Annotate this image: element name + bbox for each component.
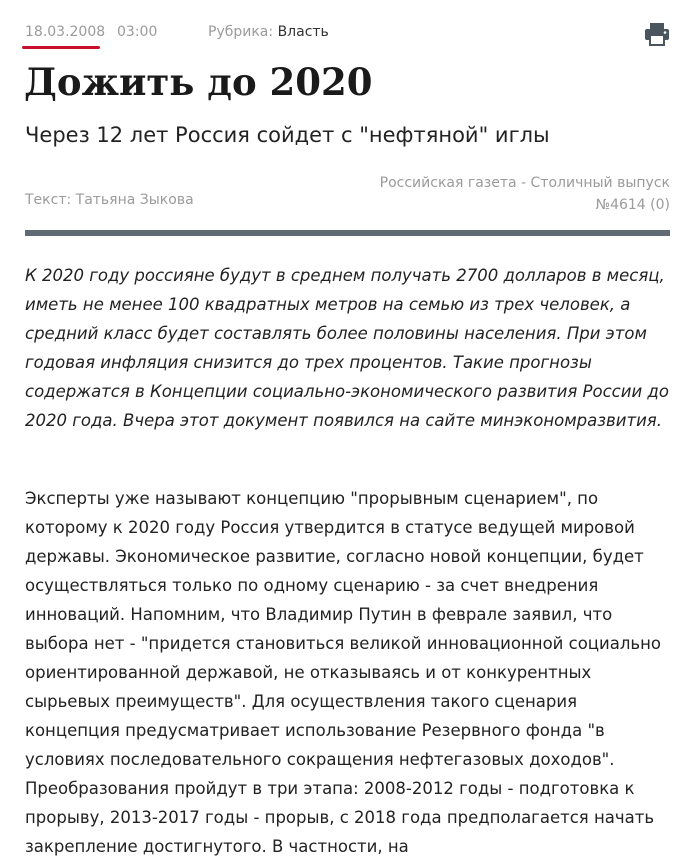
article-subtitle: Через 12 лет Россия сойдет с "нефтяной" иглы xyxy=(25,123,550,147)
rubric xyxy=(208,24,329,40)
rubric-label: Рубрика: xyxy=(208,24,274,40)
print-button[interactable] xyxy=(644,22,670,46)
article-body: Эксперты уже называют концепцию "прорывным сценарием", по которому к 2020 году Россия утвердится в статусе ведущей мировой державы. Экономическое развитие, согласно новой концепции, будет осуществляться только по одному сценарию - за счет внедрения инноваций. Напомним, что Владимир Путин в феврале заявил, что выбора нет - "придется становиться великой инновационной социально ориентированной державой, не отказываясь и от конкурентных сырьевых преимуществ". Для осуществления такого сценария концепция предусматривает использование Резервного фонда "в условиях последовательного сокращения нефтегазовых доходов". Преобразования пройдут в три этапа: 2008-2012 годы - подготовка к прорыву, 2013-2017 годы - прорыв, с 2018 года предполагается начать закрепление достигнутого. В частности, на xyxy=(25,489,662,856)
date-underline xyxy=(22,46,100,49)
publish-date[interactable]: 18.03.2008 xyxy=(25,24,106,40)
header-divider xyxy=(25,230,670,236)
article-author: Текст: Татьяна Зыкова xyxy=(25,192,194,208)
article-source xyxy=(380,172,670,216)
article-meta xyxy=(25,22,670,50)
publish-time: 03:00 xyxy=(117,24,158,40)
source-publication[interactable]: Российская газета - Столичный выпуск xyxy=(379,175,670,191)
article-lead: К 2020 году россияне будут в среднем получать 2700 долларов в месяц, иметь не менее 100 квадратных метров на семью из трех человек, а средний класс будет составлять более половины населения. При этом годовая инфляция снизится до трех процентов. Такие прогнозы содержатся в Концепции социально-экономического развития России до 2020 года. Вчера этот документ появился на сайте минэкономразвития. xyxy=(25,266,669,430)
source-issue[interactable]: №4614 (0) xyxy=(595,197,670,213)
article-title: Дожить до 2020 xyxy=(24,60,373,104)
printer-icon xyxy=(644,22,670,46)
rubric-link[interactable]: Власть xyxy=(277,24,329,40)
